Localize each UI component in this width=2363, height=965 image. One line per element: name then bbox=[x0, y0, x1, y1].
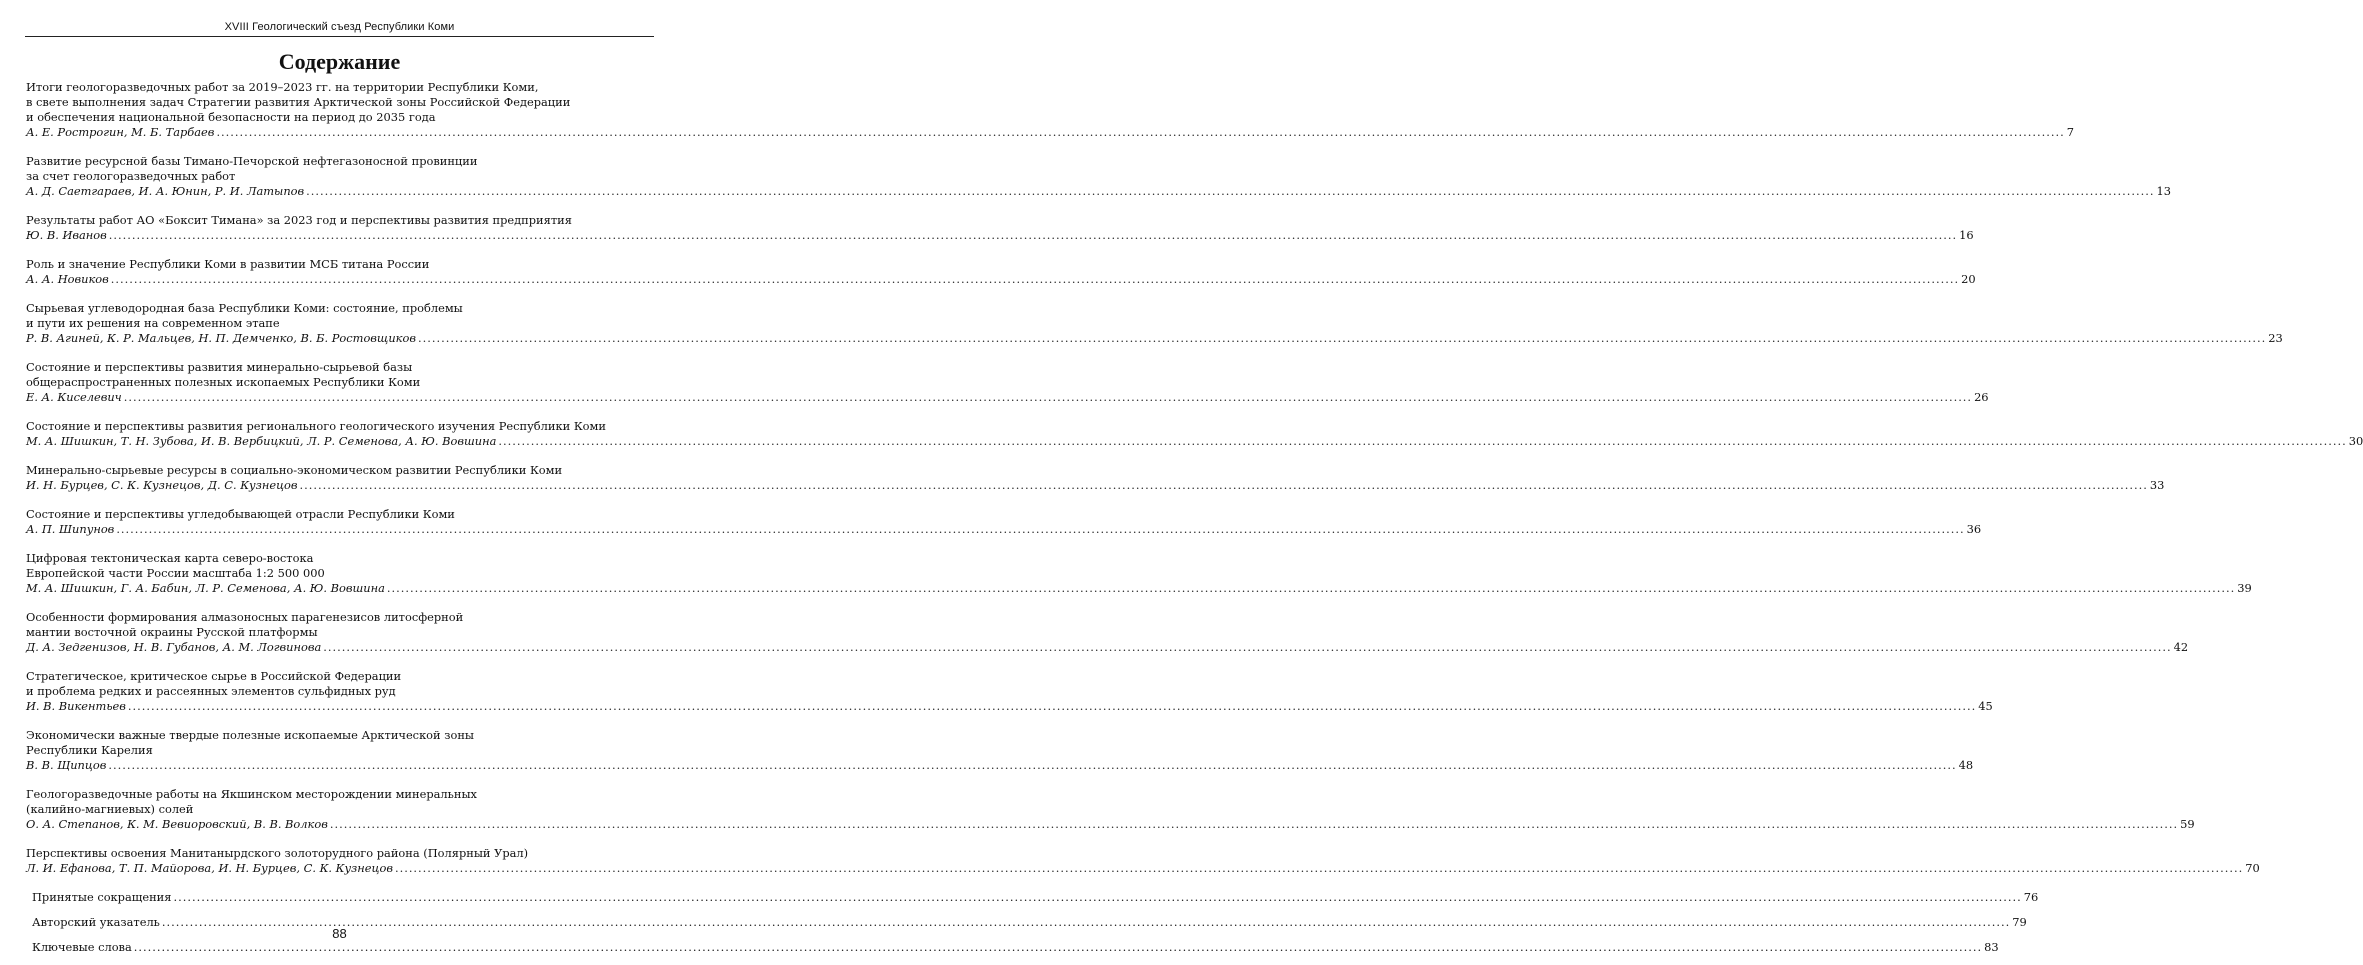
entry-title-line: Роль и значение Республики Коми в развитии МСБ титана России bbox=[26, 257, 430, 271]
entry-authors: И. Н. Бурцев, С. К. Кузнецов, Д. С. Кузнецов bbox=[26, 478, 298, 492]
dot-leader: ................................................................................................................................................................................................................................................................................................................................................................................................................ bbox=[110, 272, 1960, 286]
entry-page: 33 bbox=[2149, 478, 2165, 492]
entry-title-line: за счет геологоразведочных работ bbox=[26, 169, 236, 183]
entry-title-line: Результаты работ АО «Боксит Тимана» за 2023 год и перспективы развития предприятия bbox=[26, 213, 572, 227]
entry-title-line: и обеспечения национальной безопасности на период до 2035 года bbox=[26, 110, 436, 124]
entry-page: 36 bbox=[1966, 522, 1982, 536]
entry-authors: Е. А. Киселевич bbox=[26, 390, 122, 404]
tail-entry-page: 79 bbox=[2012, 915, 2027, 929]
toc-entry bbox=[26, 463, 2165, 493]
entry-authors: М. А. Шишкин, Т. Н. Зубова, И. В. Вербицкий, Л. Р. Семенова, А. Ю. Вовшина bbox=[26, 434, 497, 448]
entry-authors-line bbox=[26, 331, 2283, 346]
toc-entry bbox=[26, 154, 2171, 199]
dot-leader: ................................................................................................................................................................................................................................................................................................................................................................................................................ bbox=[173, 890, 2022, 904]
entry-title-line: и пути их решения на современном этапе bbox=[26, 316, 280, 330]
entry-authors-line bbox=[26, 522, 1982, 537]
entry-authors: И. В. Викентьев bbox=[26, 699, 126, 713]
dot-leader: ................................................................................................................................................................................................................................................................................................................................................................................................................ bbox=[417, 331, 2267, 345]
tail-entry-page: 76 bbox=[2023, 890, 2039, 904]
entry-title-line: Перспективы освоения Манитанырдского золоторудного района (Полярный Урал) bbox=[26, 846, 529, 860]
entry-title-line: и проблема редких и рассеянных элементов сульфидных руд bbox=[26, 684, 396, 698]
entry-title-line: Состояние и перспективы развития минерально-сырьевой базы bbox=[26, 360, 413, 374]
entry-title-line: (калийно-магниевых) солей bbox=[26, 802, 194, 816]
entry-title-line: общераспространенных полезных ископаемых Республики Коми bbox=[26, 375, 421, 389]
entry-authors: В. В. Щипцов bbox=[26, 758, 107, 772]
dot-leader: ................................................................................................................................................................................................................................................................................................................................................................................................................ bbox=[133, 940, 1983, 954]
entry-page: 59 bbox=[2180, 817, 2195, 831]
dot-leader: ................................................................................................................................................................................................................................................................................................................................................................................................................ bbox=[108, 228, 1958, 242]
entry-authors-line bbox=[26, 581, 2252, 596]
entry-title-line: Республики Карелия bbox=[26, 743, 153, 757]
entry-page: 16 bbox=[1959, 228, 1974, 242]
tail-entry-page: 83 bbox=[1984, 940, 1999, 954]
entry-title-line: Состояние и перспективы угледобывающей отрасли Республики Коми bbox=[26, 507, 455, 521]
toc-entry bbox=[26, 360, 1989, 405]
entry-page: 48 bbox=[1958, 758, 1974, 772]
toc-entry bbox=[26, 257, 1976, 287]
page-title: Содержание bbox=[278, 49, 401, 74]
dot-leader: ................................................................................................................................................................................................................................................................................................................................................................................................................ bbox=[329, 817, 2179, 831]
dot-leader: ................................................................................................................................................................................................................................................................................................................................................................................................................ bbox=[394, 861, 2244, 875]
entry-title-line: Стратегическое, критическое сырье в Российской Федерации bbox=[26, 669, 402, 683]
entry-authors: Ю. В. Иванов bbox=[26, 228, 107, 242]
entry-title-line: Европейской части России масштаба 1:2 500 000 bbox=[26, 566, 325, 580]
entry-title-line: Экономически важные твердые полезные ископаемые Арктической зоны bbox=[26, 728, 474, 742]
toc-entry bbox=[26, 551, 2252, 596]
entry-title-line: Состояние и перспективы развития регионального геологического изучения Республики Коми bbox=[26, 419, 606, 433]
toc-tail-entry bbox=[32, 890, 2039, 905]
toc-entry bbox=[26, 301, 2283, 346]
entry-page: 20 bbox=[1961, 272, 1976, 286]
toc-entry bbox=[26, 787, 2195, 832]
toc-entry bbox=[26, 213, 1974, 243]
entry-authors: М. А. Шишкин, Г. А. Бабин, Л. Р. Семенова, А. Ю. Вовшина bbox=[26, 581, 385, 595]
entry-authors-line bbox=[26, 272, 1976, 287]
toc-entry bbox=[26, 610, 2189, 655]
toc-entry bbox=[26, 669, 1993, 714]
entry-title-line: Сырьевая углеводородная база Республики Коми: состояние, проблемы bbox=[26, 301, 463, 315]
entry-authors-line bbox=[26, 390, 1989, 405]
entry-page: 42 bbox=[2173, 640, 2189, 654]
entry-page: 7 bbox=[2066, 125, 2074, 139]
table-of-contents bbox=[26, 80, 2363, 965]
entry-authors: Д. А. Зедгенизов, Н. В. Губанов, А. М. Логвинова bbox=[26, 640, 322, 654]
running-header: XVIII Геологический съезд Республики Коми bbox=[224, 21, 455, 33]
entry-authors-line bbox=[26, 758, 1974, 773]
entry-title-line: Цифровая тектоническая карта северо-востока bbox=[26, 551, 314, 565]
toc-entry bbox=[26, 419, 2363, 449]
entry-page: 70 bbox=[2245, 861, 2260, 875]
entry-page: 13 bbox=[2156, 184, 2171, 198]
entry-page: 30 bbox=[2348, 434, 2363, 448]
tail-entry-label: Принятые сокращения bbox=[32, 890, 172, 904]
dot-leader: ................................................................................................................................................................................................................................................................................................................................................................................................................ bbox=[123, 390, 1973, 404]
dot-leader: ................................................................................................................................................................................................................................................................................................................................................................................................................ bbox=[299, 478, 2148, 492]
entry-authors: А. А. Новиков bbox=[26, 272, 109, 286]
toc-entry bbox=[26, 507, 1982, 537]
entry-authors-line bbox=[26, 478, 2165, 493]
dot-leader: ................................................................................................................................................................................................................................................................................................................................................................................................................ bbox=[306, 184, 2155, 198]
toc-entry bbox=[26, 728, 1974, 773]
entry-authors-line bbox=[26, 861, 2260, 876]
entry-authors-line bbox=[26, 125, 2074, 140]
dot-leader: ................................................................................................................................................................................................................................................................................................................................................................................................................ bbox=[116, 522, 1965, 536]
entry-title-line: Минерально-сырьевые ресурсы в социально-экономическом развитии Республики Коми bbox=[26, 463, 563, 477]
entry-authors-line bbox=[26, 184, 2171, 199]
entry-authors: А. Д. Саетгараев, И. А. Юнин, Р. И. Латыпов bbox=[26, 184, 305, 198]
page-number: 88 bbox=[332, 926, 347, 941]
entry-title-line: мантии восточной окраины Русской платформы bbox=[26, 625, 318, 639]
entry-authors-line bbox=[26, 699, 1993, 714]
dot-leader: ................................................................................................................................................................................................................................................................................................................................................................................................................ bbox=[323, 640, 2172, 654]
entry-title-line: Геологоразведочные работы на Якшинском месторождении минеральных bbox=[26, 787, 477, 801]
entry-title-line: Итоги геологоразведочных работ за 2019–2023 гг. на территории Республики Коми, bbox=[26, 80, 539, 94]
toc-entry bbox=[26, 80, 2074, 140]
entry-title-line: в свете выполнения задач Стратегии развития Арктической зоны Российской Федерации bbox=[26, 95, 571, 109]
entry-authors: Л. И. Ефанова, Т. П. Майорова, И. Н. Бурцев, С. К. Кузнецов bbox=[26, 861, 393, 875]
entry-authors: О. А. Степанов, К. М. Вевиоровский, В. В. Волков bbox=[26, 817, 328, 831]
entry-authors: Р. В. Агиней, К. Р. Мальцев, Н. П. Демченко, В. Б. Ростовщиков bbox=[26, 331, 416, 345]
entry-page: 45 bbox=[1978, 699, 1993, 713]
entry-authors-line bbox=[26, 228, 1974, 243]
entry-authors-line bbox=[26, 817, 2195, 832]
header-rule bbox=[25, 36, 654, 37]
dot-leader: ................................................................................................................................................................................................................................................................................................................................................................................................................ bbox=[386, 581, 2236, 595]
dot-leader: ................................................................................................................................................................................................................................................................................................................................................................................................................ bbox=[498, 434, 2347, 448]
entry-page: 23 bbox=[2268, 331, 2283, 345]
dot-leader: ................................................................................................................................................................................................................................................................................................................................................................................................................ bbox=[127, 699, 1977, 713]
entry-authors-line bbox=[26, 640, 2189, 655]
entry-title-line: Развитие ресурсной базы Тимано-Печорской нефтегазоносной провинции bbox=[26, 154, 478, 168]
entry-page: 26 bbox=[1974, 390, 1989, 404]
dot-leader: ................................................................................................................................................................................................................................................................................................................................................................................................................ bbox=[216, 125, 2065, 139]
dot-leader: ................................................................................................................................................................................................................................................................................................................................................................................................................ bbox=[108, 758, 1957, 772]
dot-leader: ................................................................................................................................................................................................................................................................................................................................................................................................................ bbox=[161, 915, 2011, 929]
entry-page: 39 bbox=[2237, 581, 2252, 595]
tail-entry-label: Авторский указатель bbox=[32, 915, 160, 929]
entry-title-line: Особенности формирования алмазоносных парагенезисов литосферной bbox=[26, 610, 464, 624]
entry-authors-line bbox=[26, 434, 2363, 449]
tail-entry-label: Ключевые слова bbox=[32, 940, 132, 954]
toc-entry bbox=[26, 846, 2260, 876]
toc-tail-entry bbox=[32, 940, 1999, 955]
entry-authors: А. Е. Рострогин, М. Б. Тарбаев bbox=[26, 125, 215, 139]
entry-authors: А. П. Шипунов bbox=[26, 522, 115, 536]
